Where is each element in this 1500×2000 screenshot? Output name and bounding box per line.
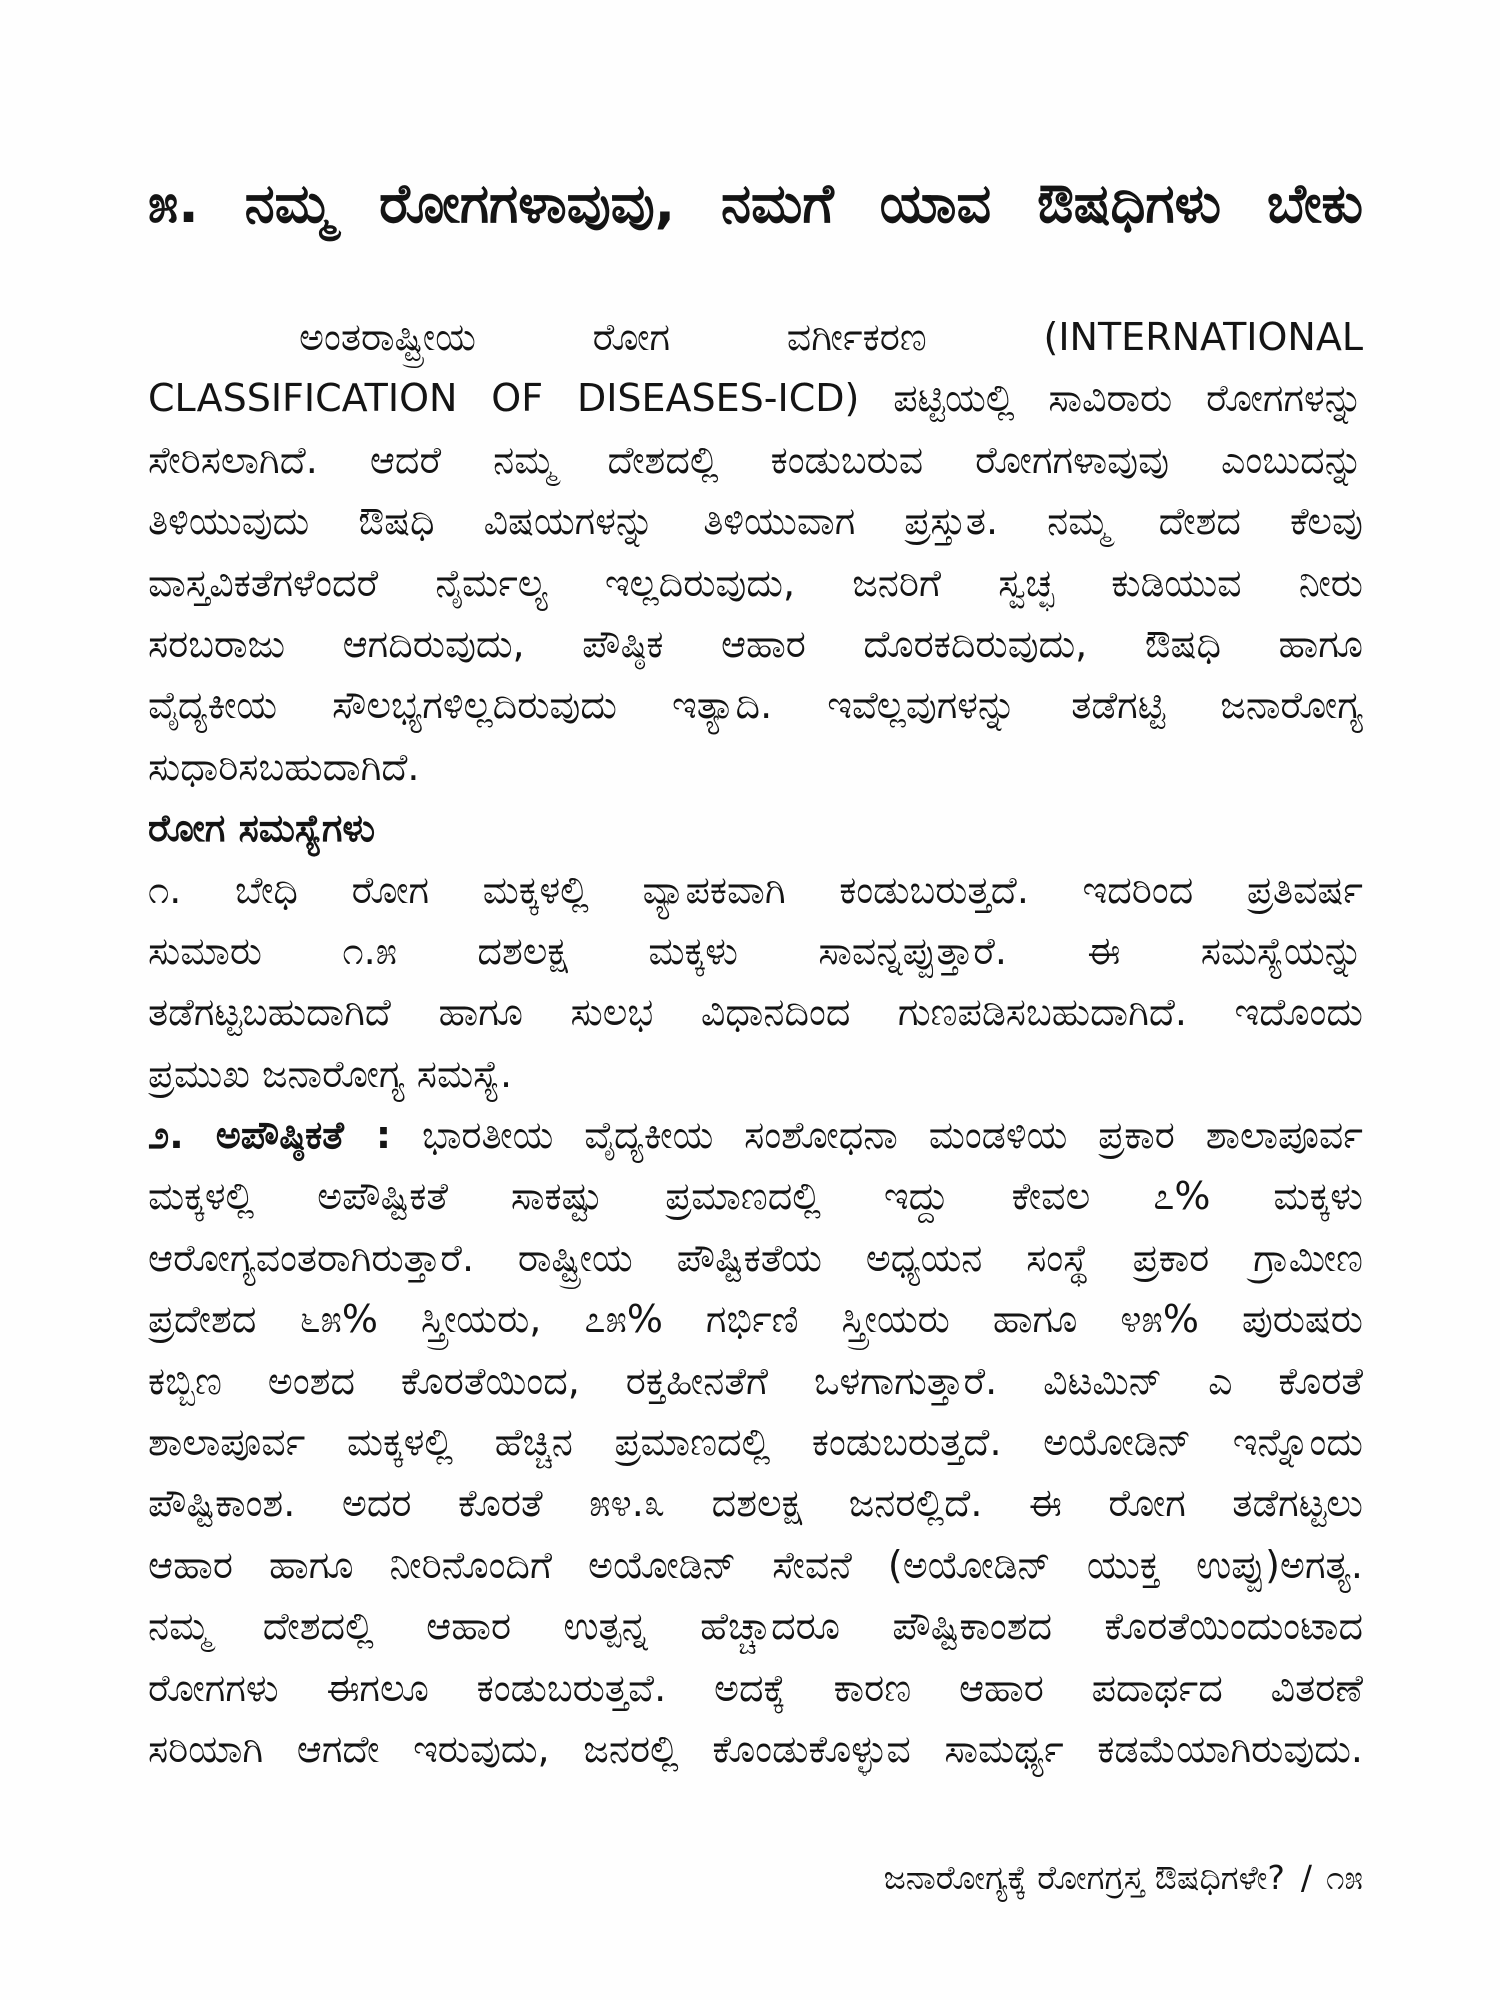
problem-2-line: ಪೌಷ್ಟಿಕಾಂಶ. ಅದರ ಕೊರತೆ ೫೪.೩ ದಶಲಕ್ಷ ಜನರಲ್ಲಿದೆ. ಈ ರೋಗ ತಡೆಗಟ್ಟಲು	[148, 1481, 1363, 1526]
problem-2-line: ಮಕ್ಕಳಲ್ಲಿ ಅಪೌಷ್ಟಿಕತೆ ಸಾಕಷ್ಟು ಪ್ರಮಾಣದಲ್ಲಿ ಇದ್ದು ಕೇವಲ ೭% ಮಕ್ಕಳು	[148, 1174, 1363, 1219]
problem-1-line: ಸುಮಾರು ೧.೫ ದಶಲಕ್ಷ ಮಕ್ಕಳು ಸಾವನ್ನಪ್ಪುತ್ತಾರೆ. ಈ ಸಮಸ್ಯೆಯನ್ನು	[148, 928, 1363, 973]
intro-line: ಸುಧಾರಿಸಬಹುದಾಗಿದೆ.	[148, 744, 420, 789]
problem-1-number: ೧.	[148, 867, 182, 912]
problem-2-line: ನಮ್ಮ ದೇಶದಲ್ಲಿ ಆಹಾರ ಉತ್ಪನ್ನ ಹೆಚ್ಚಾದರೂ ಪೌಷ್ಟಿಕಾಂಶದ ಕೊರತೆಯಿಂದುಂಟಾದ	[148, 1604, 1363, 1649]
problem-1-line: ಪ್ರಮುಖ ಜನಾರೋಗ್ಯ ಸಮಸ್ಯೆ.	[148, 1051, 513, 1096]
problem-1-line: ತಡೆಗಟ್ಟಬಹುದಾಗಿದೆ ಹಾಗೂ ಸುಲಭ ವಿಧಾನದಿಂದ ಗುಣಪಡಿಸಬಹುದಾಗಿದೆ. ಇದೊಂದು	[148, 990, 1363, 1035]
problem-2-label: ೨. ಅಪೌಷ್ಠಿಕತೆ :	[148, 1113, 392, 1158]
problem-2-line: ರೋಗಗಳು ಈಗಲೂ ಕಂಡುಬರುತ್ತವೆ. ಅದಕ್ಕೆ ಕಾರಣ ಆಹಾರ ಪದಾರ್ಥದ ವಿತರಣೆ	[148, 1665, 1363, 1710]
problem-2-line: ಆರೋಗ್ಯವಂತರಾಗಿರುತ್ತಾರೆ. ರಾಷ್ಟ್ರೀಯ ಪೌಷ್ಟಿಕತೆಯ ಅಧ್ಯಯನ ಸಂಸ್ಥೆ ಪ್ರಕಾರ ಗ್ರಾಮೀಣ	[148, 1235, 1363, 1280]
running-title: ಜನಾರೋಗ್ಯಕ್ಕೆ ರೋಗಗ್ರಸ್ತ ಔಷಧಿಗಳೇ?	[883, 1858, 1285, 1897]
problem-2-line	[148, 1105, 1363, 1166]
intro-line: ಅಂತರಾಷ್ಟ್ರೀಯ ರೋಗ ವರ್ಗೀಕರಣ (INTERNATIONAL	[299, 315, 1363, 359]
problem-2-line: ಶಾಲಾಪೂರ್ವ ಮಕ್ಕಳಲ್ಲಿ ಹೆಚ್ಚಿನ ಪ್ರಮಾಣದಲ್ಲಿ ಕಂಡುಬರುತ್ತದೆ. ಅಯೋಡಿನ್ ಇನ್ನೊಂದು	[148, 1420, 1363, 1465]
intro-line: ವೈದ್ಯಕೀಯ ಸೌಲಭ್ಯಗಳಿಲ್ಲದಿರುವುದು ಇತ್ಯಾದಿ. ಇವೆಲ್ಲವುಗಳನ್ನು ತಡೆಗಟ್ಟಿ ಜನಾರೋಗ್ಯ	[148, 683, 1363, 728]
problem-2-line: ಪ್ರದೇಶದ ೬೫% ಸ್ತ್ರೀಯರು, ೭೫% ಗರ್ಭಿಣಿ ಸ್ತ್ರೀಯರು ಹಾಗೂ ೪೫% ಪುರುಷರು	[148, 1297, 1363, 1342]
intro-line: ಸೇರಿಸಲಾಗಿದೆ. ಆದರೆ ನಮ್ಮ ದೇಶದಲ್ಲಿ ಕಂಡುಬರುವ ರೋಗಗಳಾವುವು ಎಂಬುದನ್ನು	[148, 437, 1363, 482]
problem-2-line: ಕಬ್ಬಿಣ ಅಂಶದ ಕೊರತೆಯಿಂದ, ರಕ್ತಹೀನತೆಗೆ ಒಳಗಾಗುತ್ತಾರೆ. ವಿಟಮಿನ್ ಎ ಕೊರತೆ	[148, 1358, 1363, 1403]
footer-separator: /	[1300, 1858, 1313, 1897]
problem-2-text: ಭಾರತೀಯ ವೈದ್ಯಕೀಯ ಸಂಶೋಧನಾ ಮಂಡಳಿಯ ಪ್ರಕಾರ ಶಾಲಾಪೂರ್ವ	[422, 1113, 1363, 1158]
problem-1-text: ಬೇಧಿ ರೋಗ ಮಕ್ಕಳಲ್ಲಿ ವ್ಯಾಪಕವಾಗಿ ಕಂಡುಬರುತ್ತದೆ. ಇದರಿಂದ ಪ್ರತಿವರ್ಷ	[235, 867, 1363, 912]
page-number: ೧೫	[1326, 1858, 1363, 1897]
chapter-body	[148, 307, 1363, 1780]
intro-line: CLASSIFICATION OF DISEASES-ICD) ಪಟ್ಟಿಯಲ್ಲಿ ಸಾವಿರಾರು ರೋಗಗಳನ್ನು	[148, 376, 1363, 421]
chapter-title: ೫. ನಮ್ಮ ರೋಗಗಳಾವುವು, ನಮಗೆ ಯಾವ ಔಷಧಿಗಳು ಬೇಕು	[148, 172, 1363, 235]
page-footer	[884, 1848, 1363, 1908]
section-heading: ರೋಗ ಸಮಸ್ಯೆಗಳು	[148, 806, 376, 851]
intro-line: ಸರಬರಾಜು ಆಗದಿರುವುದು, ಪೌಷ್ಠಿಕ ಆಹಾರ ದೊರಕದಿರುವುದು, ಔಷಧಿ ಹಾಗೂ	[148, 621, 1363, 666]
intro-line: ವಾಸ್ತವಿಕತೆಗಳೆಂದರೆ ನೈರ್ಮಲ್ಯ ಇಲ್ಲದಿರುವುದು, ಜನರಿಗೆ ಸ್ವಚ್ಛ ಕುಡಿಯುವ ನೀರು	[148, 560, 1363, 605]
problem-2-line: ಆಹಾರ ಹಾಗೂ ನೀರಿನೊಂದಿಗೆ ಅಯೋಡಿನ್ ಸೇವನೆ (ಅಯೋಡಿನ್ ಯುಕ್ತ ಉಪ್ಪು)ಅಗತ್ಯ.	[148, 1542, 1363, 1587]
problem-1-line	[148, 860, 1363, 921]
problem-2-line: ಸರಿಯಾಗಿ ಆಗದೇ ಇರುವುದು, ಜನರಲ್ಲಿ ಕೊಂಡುಕೊಳ್ಳುವ ಸಾಮರ್ಥ್ಯ ಕಡಮೆಯಾಗಿರುವುದು.	[148, 1726, 1363, 1771]
intro-line: ತಿಳಿಯುವುದು ಔಷಧಿ ವಿಷಯಗಳನ್ನು ತಿಳಿಯುವಾಗ ಪ್ರಸ್ತುತ. ನಮ್ಮ ದೇಶದ ಕೆಲವು	[148, 499, 1363, 544]
